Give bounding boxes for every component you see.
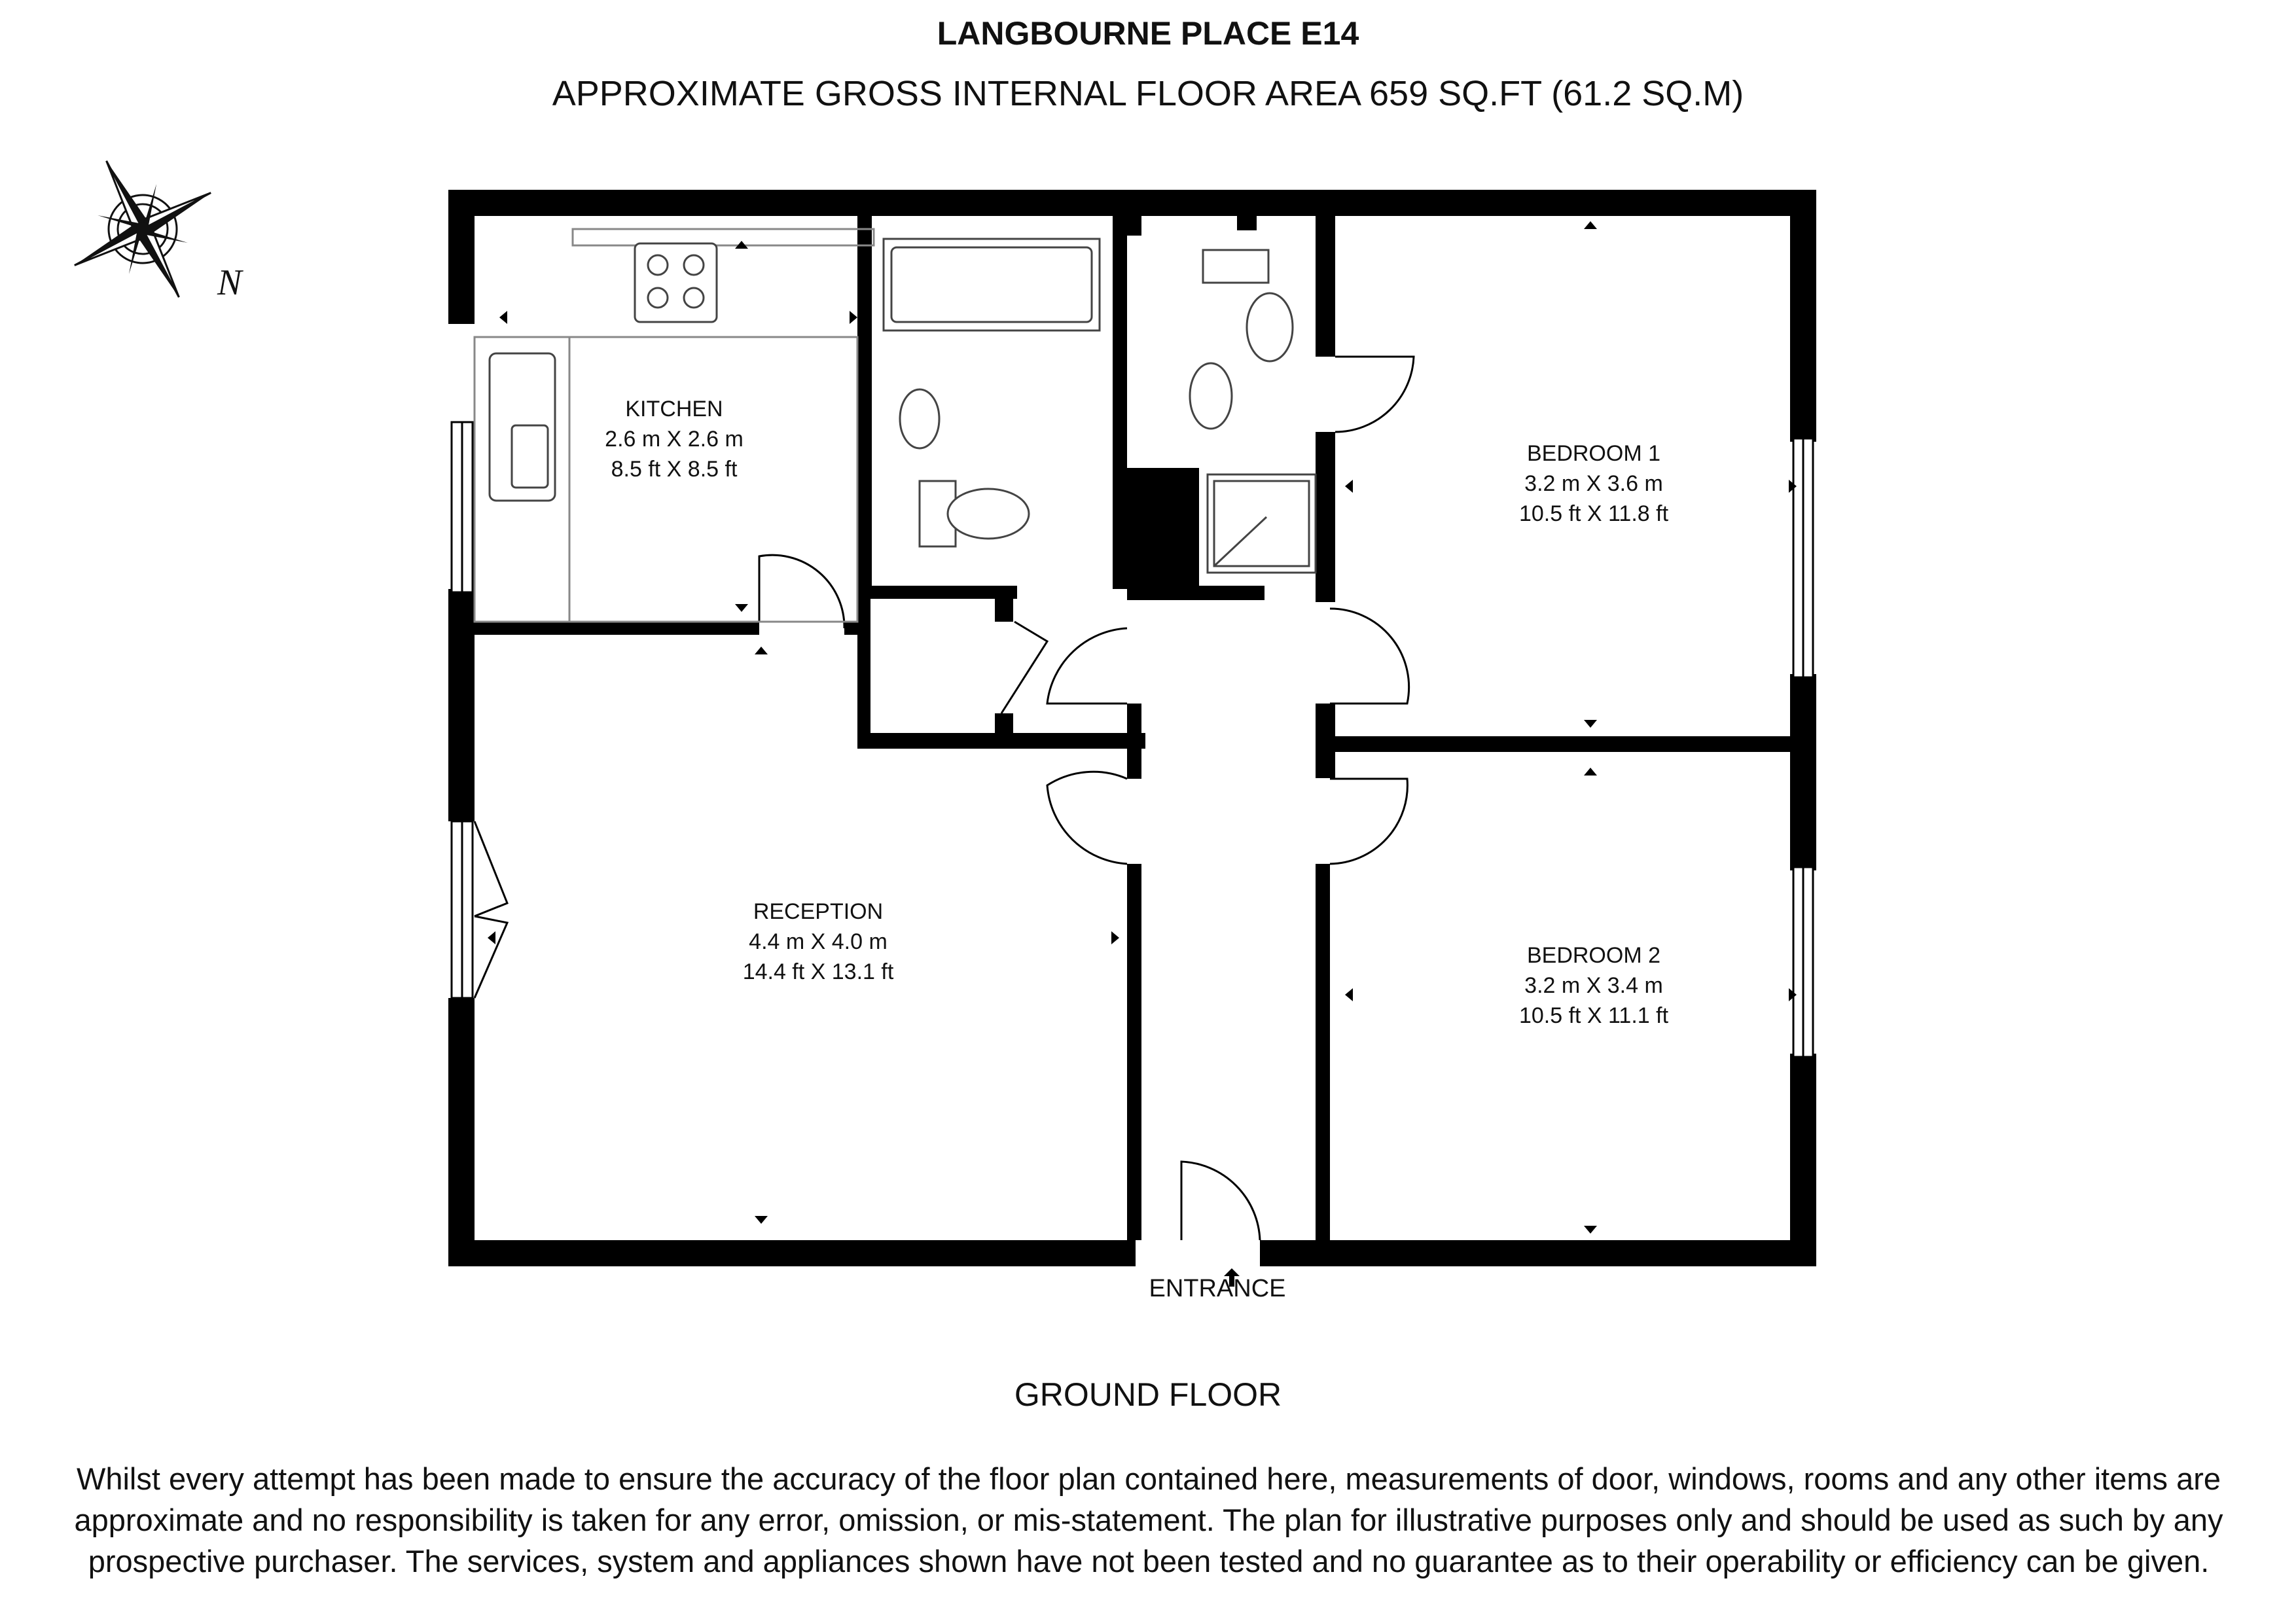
wall-bed1-left-top [1316,216,1335,357]
hob [635,243,717,322]
wall-hall-left-mid [1127,704,1141,779]
outer-wall-bottom-right [1260,1240,1816,1266]
room-name: KITCHEN [625,397,723,421]
room-name: BEDROOM 2 [1526,943,1661,968]
wall-cupboard-left [857,599,870,746]
entrance-label: ENTRANCE [1149,1275,1286,1302]
door-bedroom2 [1330,779,1407,864]
door-ensuite [1335,357,1414,432]
room-size-imperial: 10.5 ft X 11.1 ft [1518,1003,1669,1028]
kitchen-worktop-top [573,229,874,245]
floor-label: GROUND FLOOR [1014,1376,1282,1413]
room-bedroom-1 [1430,438,1757,529]
wall-cupboard-door-jamb-top [995,586,1013,622]
disclaimer-text: Whilst every attempt has been made to ensure the accuracy of the floor plan contained here, measurements of door, windows, rooms and any other items are approximate and no responsibility is taken for any error, omission, or mis-statement. The plan for illustrative purposes only and should be used as such by any prospective purchaser. The services, system and appliances shown have not been tested and no guarantee as to their operability or efficiency can be given. [74,1461,2223,1578]
wall-ensuite-top-left [1127,216,1141,236]
outer-wall-top [448,190,1816,216]
room-reception [655,897,982,987]
room-size-metric: 4.4 m X 4.0 m [749,929,888,954]
wall-bed1-bed2 [1316,736,1803,752]
ensuite-basin [1190,363,1232,429]
walls [448,190,1816,1266]
north-label: N [217,262,242,303]
wall-kitchen-reception-left [475,622,759,635]
wall-ensuite-bottom [1127,586,1265,600]
outer-wall-left-top [448,190,475,324]
outer-wall-bottom-left [448,1240,1136,1266]
ensuite-wc [1247,293,1293,361]
wall-hall-right-lower [1316,864,1330,1240]
room-size-metric: 3.2 m X 3.6 m [1524,471,1663,496]
wall-bath-bottom [857,586,1017,599]
wall-bed2-left-top [1316,752,1335,778]
door-bedroom1 [1330,609,1409,704]
room-kitchen [511,394,838,484]
wall-bath-right [1113,216,1127,589]
wc-pan [948,489,1029,539]
room-size-imperial: 8.5 ft X 8.5 ft [611,457,738,482]
wall-bed1-left-bottom [1316,704,1335,736]
duct-block [1127,468,1199,586]
wall-ensuite-top [1237,216,1257,230]
door-entrance [1181,1162,1260,1240]
wall-bed1-left-mid [1316,432,1335,602]
door-cupboard [1001,622,1047,713]
wall-cupboard-door-jamb-bottom [995,713,1013,740]
outer-wall-left-mid [448,589,475,821]
outer-wall-right-top [1790,190,1816,442]
room-name: BEDROOM 1 [1526,441,1661,466]
outer-wall-left-bottom [448,998,475,1266]
door-reception-window-right [475,916,507,998]
room-bedroom-2 [1430,940,1757,1031]
plan-title: LANGBOURNE PLACE E14 [937,15,1359,52]
room-size-metric: 2.6 m X 2.6 m [605,427,744,452]
floor-area-subtitle: APPROXIMATE GROSS INTERNAL FLOOR AREA 659 SQ.FT (61.2 SQ.M) [552,74,1744,113]
room-size-metric: 3.2 m X 3.4 m [1524,973,1663,998]
room-size-imperial: 14.4 ft X 13.1 ft [742,959,894,984]
room-size-imperial: 10.5 ft X 11.8 ft [1518,501,1669,526]
door-reception-window-left [475,821,507,916]
room-name: RECEPTION [753,899,884,924]
outer-wall-right-mid [1790,674,1816,870]
outer-wall-right-bottom [1790,1054,1816,1266]
door-kitchen [759,555,844,628]
wall-bath-left [857,216,872,586]
measure-arrows [488,221,1797,1287]
door-bathroom [1047,628,1127,704]
wall-hall-left-lower [1127,864,1141,1240]
ensuite-cistern [1203,250,1268,283]
bath-basin [900,389,939,448]
door-reception [1047,772,1127,864]
